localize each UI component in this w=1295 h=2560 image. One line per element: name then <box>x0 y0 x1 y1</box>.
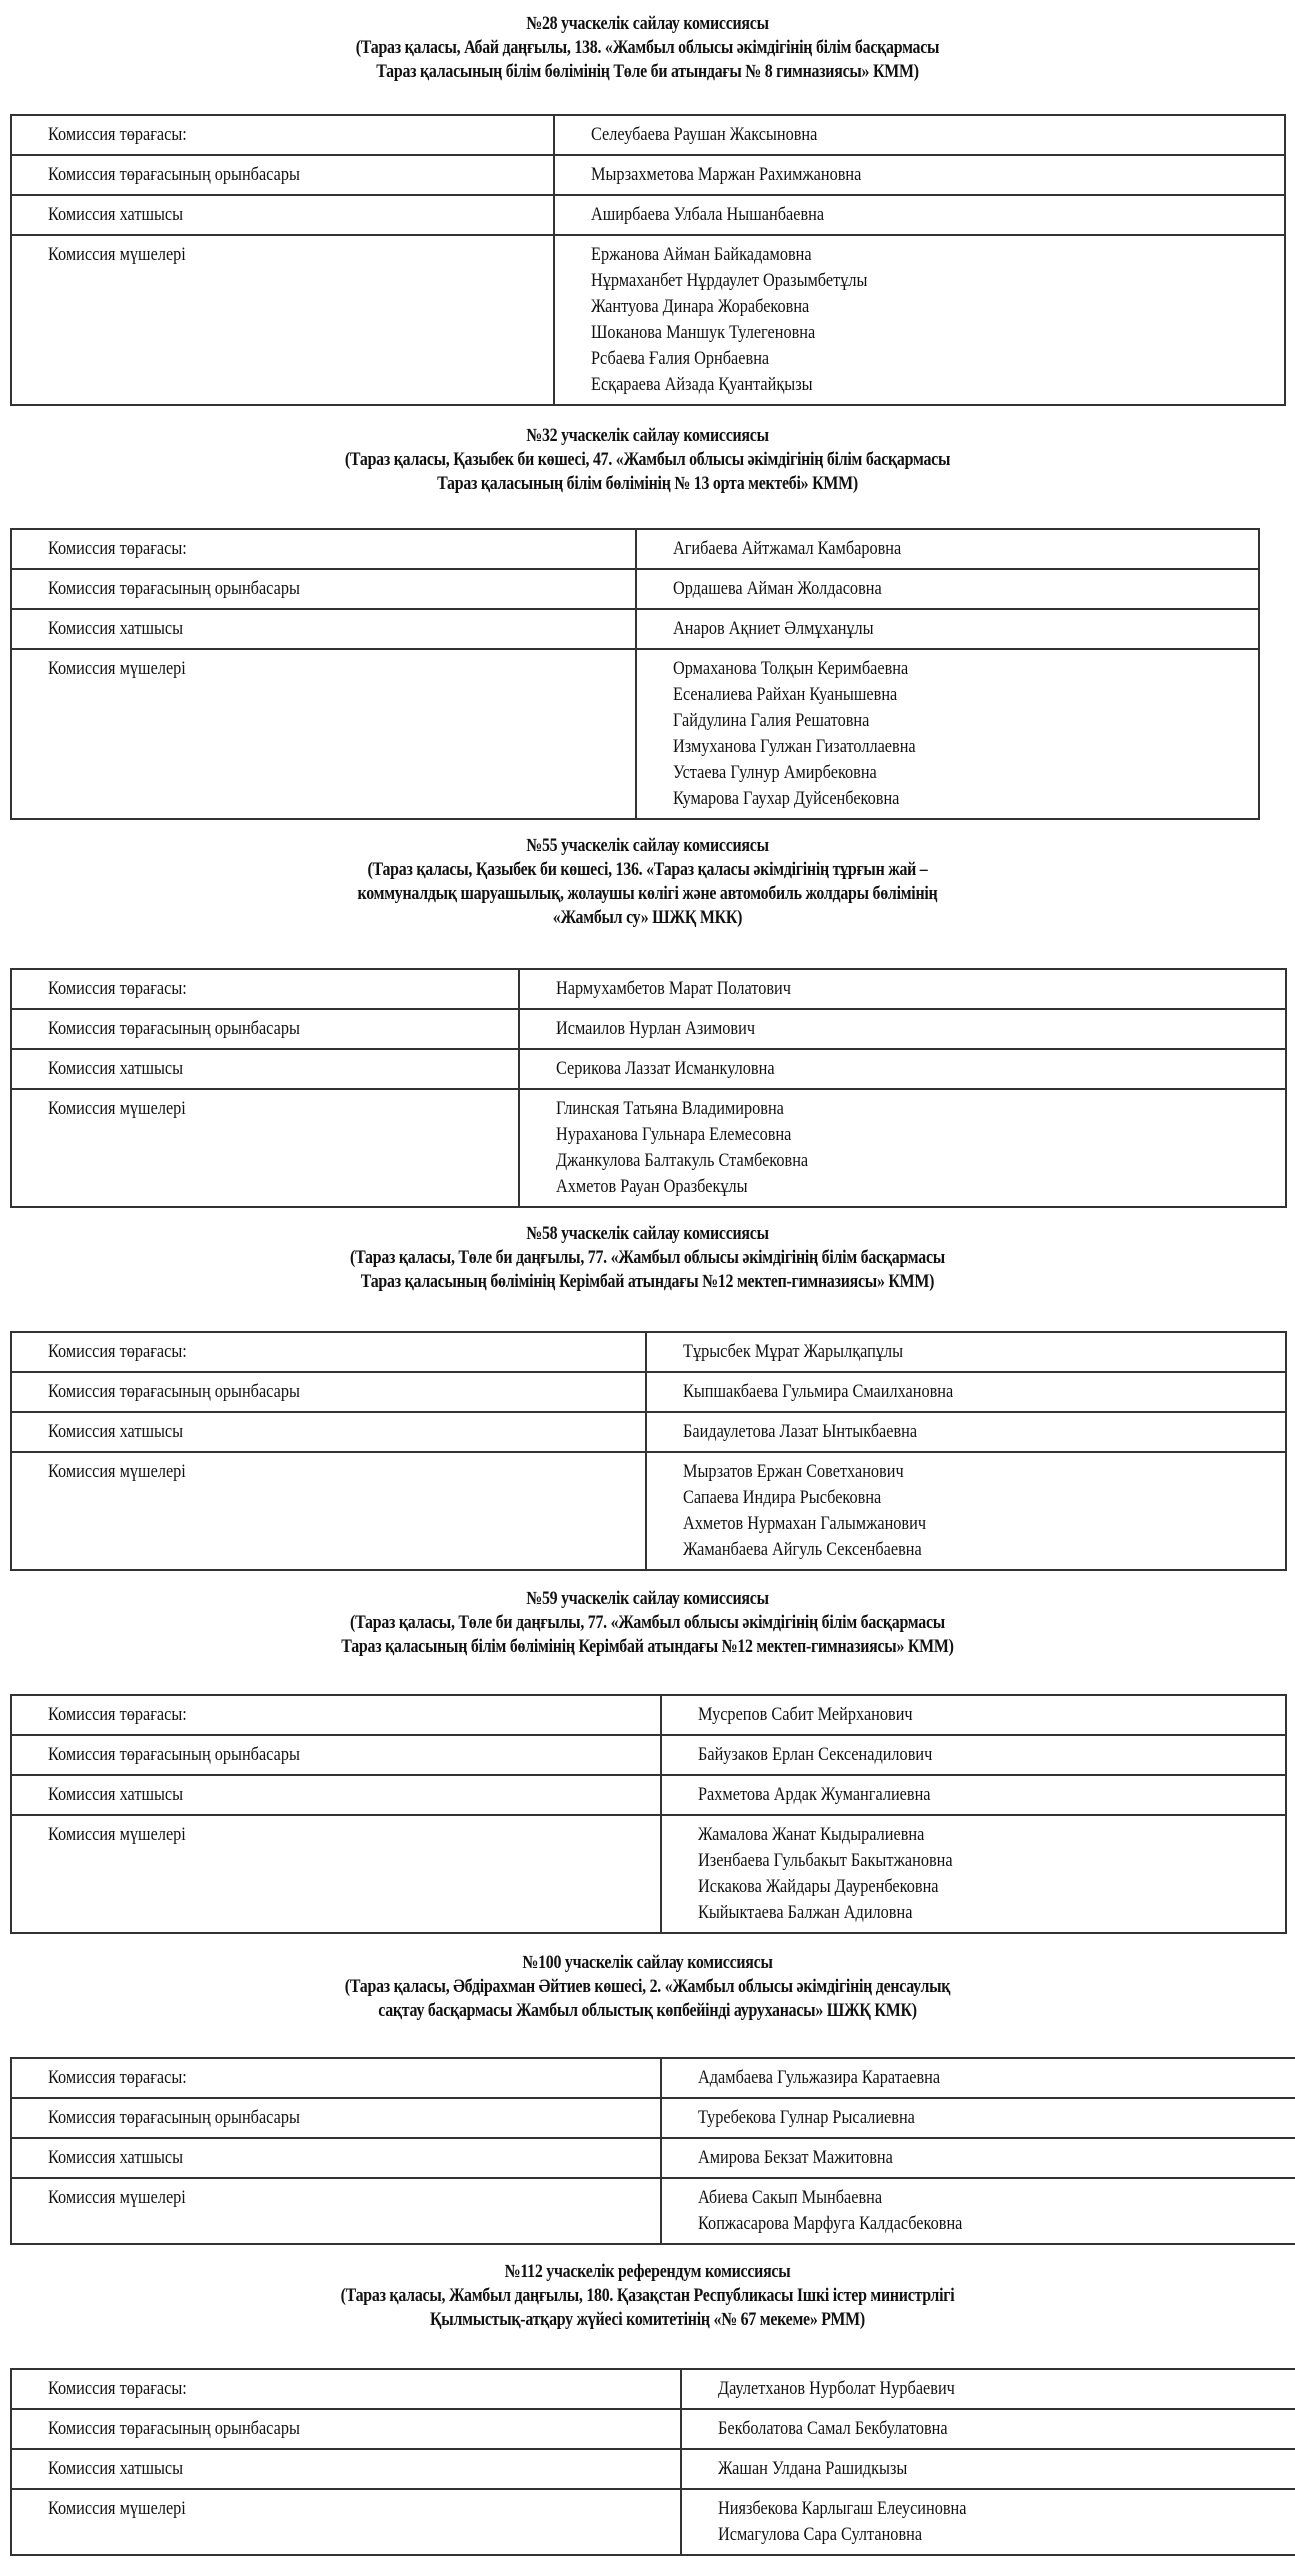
member-name: Нураханова Гульнара Елемесовна <box>556 1125 792 1145</box>
role-label: Комиссия мүшелері <box>11 1815 661 1933</box>
commission-heading <box>91 424 1205 496</box>
member-name: Нұрмаханбет Нұрдаулет Оразымбетұлы <box>591 271 868 291</box>
commission-112-table <box>10 2368 1295 2556</box>
commission-heading <box>91 1951 1205 2023</box>
heading-organization: Қылмыстық-атқару жүйесі комитетінің «№ 67 мекеме» РММ) <box>430 2310 865 2330</box>
role-label: Комиссия мүшелері <box>11 2178 661 2244</box>
heading-organization: Тараз қаласының білім бөлімінің № 13 орта мектебі» КММ) <box>437 474 858 494</box>
table-row-deputy <box>11 2409 1295 2449</box>
member-name: Есеналиева Райхан Куанышевна <box>673 685 898 705</box>
member-name: Устаева Гулнур Амирбековна <box>673 763 877 783</box>
heading-title: №112 учаскелік референдум комиссиясы <box>504 2262 791 2282</box>
chair-name: Агибаева Айтжамал Камбаровна <box>636 529 1259 569</box>
table-row-secretary <box>11 609 1259 649</box>
member-name: Измуханова Гулжан Гизатоллаевна <box>673 737 916 757</box>
role-label: Комиссия хатшысы <box>11 609 636 649</box>
members-list <box>646 1452 1286 1570</box>
commission-28-table <box>10 114 1286 406</box>
heading-organization: коммуналдық шаруашылық, жолаушы көлігі және автомобиль жолдары бөлімінің <box>357 884 938 904</box>
commission-58-table <box>10 1331 1287 1571</box>
member-name: Есқараева Айзада Қуантайқызы <box>591 375 813 395</box>
table-row-chair <box>11 2058 1295 2098</box>
member-name: Мырзатов Ержан Советханович <box>683 1462 904 1482</box>
role-label: Комиссия төрағасының орынбасары <box>11 569 636 609</box>
table-row-chair <box>11 2369 1295 2409</box>
deputy-name: Кыпшакбаева Гульмира Смаилхановна <box>646 1372 1286 1412</box>
role-label: Комиссия мүшелері <box>11 1452 646 1570</box>
heading-organization: сақтау басқармасы Жамбыл облыстық көпбейінді ауруханасы» ШЖҚ КМК) <box>378 2001 917 2021</box>
table-row-deputy <box>11 155 1285 195</box>
table-row-secretary <box>11 1775 1286 1815</box>
heading-organization: Тараз қаласының бөлімінің Керімбай атындағы №12 мектеп-гимназиясы» КММ) <box>360 1272 935 1292</box>
role-label: Комиссия төрағасының орынбасары <box>11 2409 681 2449</box>
secretary-name: Аширбаева Улбала Нышанбаевна <box>554 195 1285 235</box>
heading-address: (Тараз қаласы, Абай даңғылы, 138. «Жамбыл облысы әкімдігінің білім басқармасы <box>355 38 940 58</box>
table-row-secretary <box>11 1049 1286 1089</box>
role-label: Комиссия төрағасының орынбасары <box>11 155 554 195</box>
heading-title: №28 учаскелік сайлау комиссиясы <box>526 14 769 34</box>
chair-name: Мусрепов Сабит Мейрханович <box>661 1695 1286 1735</box>
chair-name: Нармухамбетов Марат Полатович <box>519 969 1286 1009</box>
commission-55-heading <box>0 834 1295 930</box>
deputy-name: Байузаков Ерлан Сексенадилович <box>661 1735 1286 1775</box>
chair-name: Даулетханов Нурболат Нурбаевич <box>681 2369 1295 2409</box>
deputy-name: Ордашева Айман Жолдасовна <box>636 569 1259 609</box>
role-label: Комиссия төрағасы: <box>11 1332 646 1372</box>
members-list <box>636 649 1259 819</box>
secretary-name: Анаров Ақниет Әлмұханұлы <box>636 609 1259 649</box>
role-label: Комиссия хатшысы <box>11 1775 661 1815</box>
secretary-name: Амирова Бекзат Мажитовна <box>661 2138 1295 2178</box>
members-list <box>661 2178 1295 2244</box>
heading-organization: «Жамбыл су» ШЖҚ МКК) <box>552 908 743 928</box>
heading-title: №55 учаскелік сайлау комиссиясы <box>526 836 769 856</box>
deputy-name: Мырзахметова Маржан Рахимжановна <box>554 155 1285 195</box>
table-row-deputy <box>11 569 1259 609</box>
member-name: Ниязбекова Карлыгаш Елеусиновна <box>718 2499 967 2519</box>
role-label: Комиссия төрағасы: <box>11 2369 681 2409</box>
member-name: Ержанова Айман Байкадамовна <box>591 245 812 265</box>
table-row-secretary <box>11 195 1285 235</box>
member-name: Жантуова Динара Жорабековна <box>591 297 810 317</box>
member-name: Изенбаева Гульбакыт Бакытжановна <box>698 1851 953 1871</box>
heading-address: (Тараз қаласы, Әбдірахман Әйтиев көшесі, 2. «Жамбыл облысы әкімдігінің денсаулық <box>344 1977 951 1997</box>
table-row-members <box>11 235 1285 405</box>
role-label: Комиссия төрағасының орынбасары <box>11 1009 519 1049</box>
heading-title: №100 учаскелік сайлау комиссиясы <box>522 1953 773 1973</box>
commission-heading <box>91 12 1205 84</box>
role-label: Комиссия төрағасының орынбасары <box>11 1372 646 1412</box>
table-row-chair <box>11 1695 1286 1735</box>
commission-heading <box>91 1587 1205 1659</box>
member-name: Рсбаева Ғалия Орнбаевна <box>591 349 770 369</box>
table-row-deputy <box>11 1372 1286 1412</box>
commission-100-heading <box>0 1951 1295 2023</box>
members-list <box>661 1815 1286 1933</box>
commission-heading <box>91 1222 1205 1294</box>
member-name: Гайдулина Галия Решатовна <box>673 711 870 731</box>
member-name: Жамалова Жанат Кыдыралиевна <box>698 1825 925 1845</box>
heading-title: №32 учаскелік сайлау комиссиясы <box>526 426 769 446</box>
member-name: Ахметов Рауан Оразбекұлы <box>556 1177 748 1197</box>
heading-organization: Тараз қаласының білім бөлімінің Төле би атындағы № 8 гимназиясы» КММ) <box>376 62 919 82</box>
table-row-members <box>11 2489 1295 2555</box>
commission-100-table <box>10 2057 1295 2245</box>
role-label: Комиссия мүшелері <box>11 235 554 405</box>
member-name: Джанкулова Балтакуль Стамбековна <box>556 1151 809 1171</box>
secretary-name: Рахметова Ардак Жумангалиевна <box>661 1775 1286 1815</box>
chair-name: Селеубаева Раушан Жаксыновна <box>554 115 1285 155</box>
table-row-deputy <box>11 2098 1295 2138</box>
heading-address: (Тараз қаласы, Қазыбек би көшесі, 136. «Тараз қаласы әкімдігінің тұрғын жай – <box>367 860 928 880</box>
commission-58-heading <box>0 1222 1295 1294</box>
commission-112-heading <box>0 2260 1295 2332</box>
chair-name: Адамбаева Гульжазира Каратаевна <box>661 2058 1295 2098</box>
commission-28-heading <box>0 12 1295 84</box>
member-name: Сапаева Индира Рысбековна <box>683 1488 882 1508</box>
heading-title: №59 учаскелік сайлау комиссиясы <box>526 1589 769 1609</box>
role-label: Комиссия мүшелері <box>11 649 636 819</box>
heading-title: №58 учаскелік сайлау комиссиясы <box>526 1224 769 1244</box>
role-label: Комиссия төрағасы: <box>11 529 636 569</box>
role-label: Комиссия төрағасы: <box>11 969 519 1009</box>
commission-55-table <box>10 968 1287 1208</box>
member-name: Абиева Сакып Мынбаевна <box>698 2188 883 2208</box>
member-name: Искакова Жайдары Дауренбековна <box>698 1877 939 1897</box>
table-row-chair <box>11 529 1259 569</box>
heading-organization: Тараз қаласының білім бөлімінің Керімбай атындағы №12 мектеп-гимназиясы» КММ) <box>341 1637 954 1657</box>
member-name: Кыйыктаева Балжан Адиловна <box>698 1903 913 1923</box>
commission-59-heading <box>0 1587 1295 1659</box>
heading-address: (Тараз қаласы, Төле би даңғылы, 77. «Жамбыл облысы әкімдігінің білім басқармасы <box>350 1613 945 1633</box>
secretary-name: Баидаулетова Лазат Ынтыкбаевна <box>646 1412 1286 1452</box>
members-list <box>554 235 1285 405</box>
role-label: Комиссия хатшысы <box>11 1412 646 1452</box>
commission-32-heading <box>0 424 1295 496</box>
role-label: Комиссия хатшысы <box>11 195 554 235</box>
table-row-members <box>11 1452 1286 1570</box>
heading-address: (Тараз қаласы, Қазыбек би көшесі, 47. «Жамбыл облысы әкімдігінің білім басқармасы <box>344 450 951 470</box>
table-row-members <box>11 1089 1286 1207</box>
member-name: Исмагулова Сара Султановна <box>718 2525 923 2545</box>
role-label: Комиссия хатшысы <box>11 2138 661 2178</box>
role-label: Комиссия төрағасының орынбасары <box>11 1735 661 1775</box>
deputy-name: Туребекова Гулнар Рысалиевна <box>661 2098 1295 2138</box>
member-name: Шоканова Маншук Тулегеновна <box>591 323 816 343</box>
table-row-secretary <box>11 2449 1295 2489</box>
table-row-chair <box>11 115 1285 155</box>
member-name: Кумарова Гаухар Дуйсенбековна <box>673 789 900 809</box>
role-label: Комиссия төрағасының орынбасары <box>11 2098 661 2138</box>
role-label: Комиссия төрағасы: <box>11 2058 661 2098</box>
table-row-secretary <box>11 1412 1286 1452</box>
heading-address: (Тараз қаласы, Төле би даңғылы, 77. «Жамбыл облысы әкімдігінің білім басқармасы <box>350 1248 945 1268</box>
commission-heading <box>91 834 1205 930</box>
table-row-members <box>11 649 1259 819</box>
commission-heading <box>91 2260 1205 2332</box>
member-name: Глинская Татьяна Владимировна <box>556 1099 784 1119</box>
chair-name: Тұрысбек Мұрат Жарылқапұлы <box>646 1332 1286 1372</box>
table-row-deputy <box>11 1009 1286 1049</box>
members-list <box>519 1089 1286 1207</box>
role-label: Комиссия мүшелері <box>11 1089 519 1207</box>
deputy-name: Исмаилов Нурлан Азимович <box>519 1009 1286 1049</box>
role-label: Комиссия төрағасы: <box>11 115 554 155</box>
role-label: Комиссия хатшысы <box>11 1049 519 1089</box>
member-name: Копжасарова Марфуга Калдасбековна <box>698 2214 963 2234</box>
table-row-members <box>11 2178 1295 2244</box>
table-row-chair <box>11 1332 1286 1372</box>
secretary-name: Серикова Лаззат Исманкуловна <box>519 1049 1286 1089</box>
commission-59-table <box>10 1694 1287 1934</box>
table-row-members <box>11 1815 1286 1933</box>
table-row-chair <box>11 969 1286 1009</box>
commission-32-table <box>10 528 1260 820</box>
deputy-name: Бекболатова Самал Бекбулатовна <box>681 2409 1295 2449</box>
member-name: Жаманбаева Айгуль Сексенбаевна <box>683 1540 922 1560</box>
table-row-deputy <box>11 1735 1286 1775</box>
role-label: Комиссия төрағасы: <box>11 1695 661 1735</box>
role-label: Комиссия мүшелері <box>11 2489 681 2555</box>
heading-address: (Тараз қаласы, Жамбыл даңғылы, 180. Қазақстан Республикасы Ішкі істер министрлігі <box>340 2286 955 2306</box>
member-name: Ормаханова Толқын Керимбаевна <box>673 659 909 679</box>
members-list <box>681 2489 1295 2555</box>
secretary-name: Жашан Улдана Рашидкызы <box>681 2449 1295 2489</box>
table-row-secretary <box>11 2138 1295 2178</box>
role-label: Комиссия хатшысы <box>11 2449 681 2489</box>
member-name: Ахметов Нурмахан Галымжанович <box>683 1514 927 1534</box>
